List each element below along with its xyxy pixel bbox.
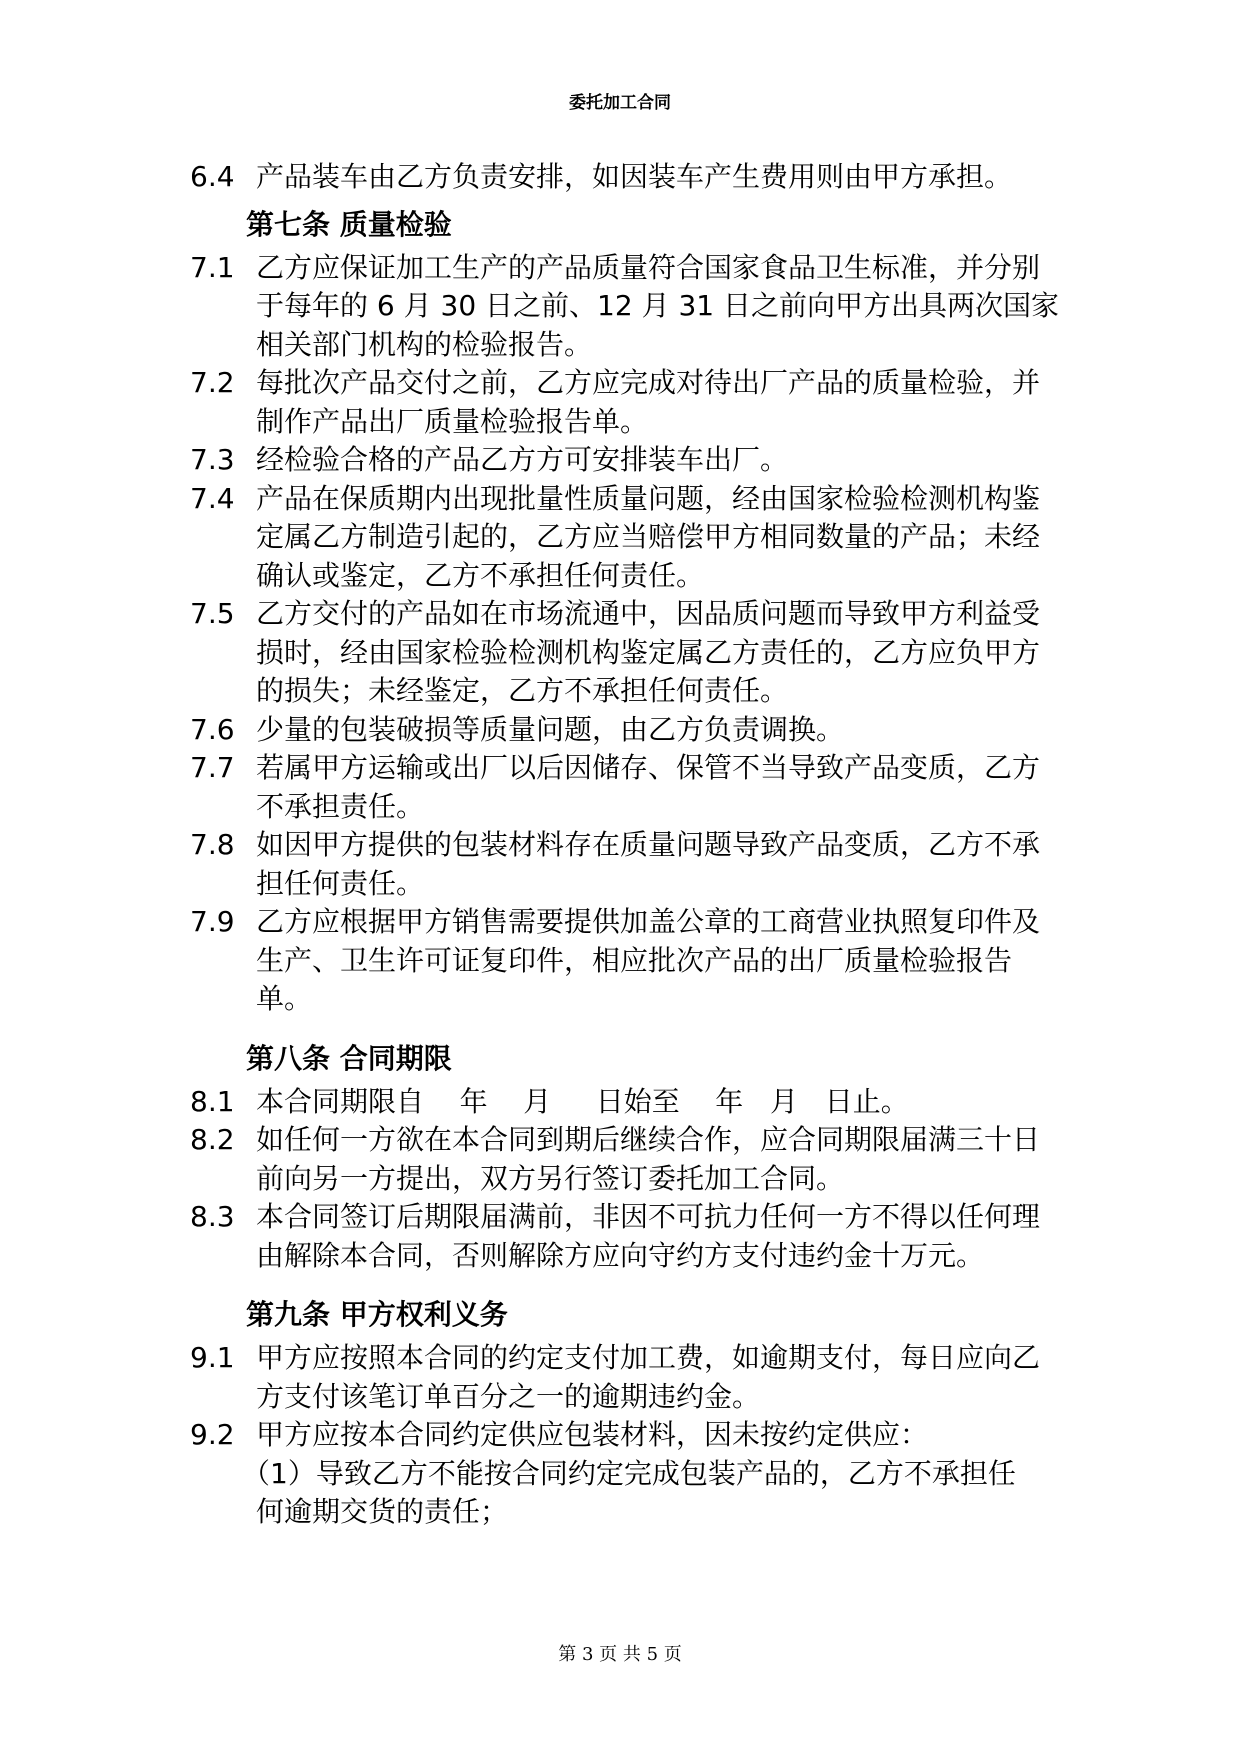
- clause-8-2: [190, 1121, 1060, 1198]
- clause-number: 7.7: [190, 751, 235, 784]
- clause-text: 甲方应按照本合同的约定支付加工费，如逾期支付，每日应向乙方支付该笔订单百分之一的逾期违约金。: [256, 1341, 1041, 1413]
- clause-text: 乙方应根据甲方销售需要提供加盖公章的工商营业执照复印件及生产、卫生许可证复印件，相应批次产品的出厂质量检验报告单。: [256, 905, 1041, 1015]
- section-heading-7: 第七条 质量检验: [246, 207, 452, 241]
- clause-9-2: [190, 1416, 1060, 1455]
- clause-text: 甲方应按本合同约定供应包装材料，因未按约定供应：: [256, 1418, 929, 1451]
- clause-number: 8.2: [190, 1123, 235, 1156]
- clause-7-6: [190, 711, 1060, 750]
- clause-9-1: [190, 1339, 1060, 1416]
- page-number: 第 3 页 共 5 页: [558, 1644, 682, 1665]
- clause-text: 乙方应保证加工生产的产品质量符合国家食品卫生标准，并分别于每年的 6 月 30 日之前、12 月 31 日之前向甲方出具两次国家相关部门机构的检验报告。: [256, 250, 1060, 361]
- clause-7-7: [190, 749, 1060, 826]
- clause-7-8: [190, 826, 1060, 903]
- clause-text: 经检验合格的产品乙方方可安排装车出厂。: [256, 443, 789, 476]
- clause-text: 乙方交付的产品如在市场流通中，因品质问题而导致甲方利益受损时，经由国家检验检测机构鉴定属乙方责任的，乙方应负甲方的损失；未经鉴定，乙方不承担任何责任。: [256, 597, 1041, 707]
- clause-number: 7.9: [190, 905, 235, 938]
- clause-text: 本合同期限自 年 月 日始至 年 月 日止。: [256, 1084, 909, 1118]
- section-spacer: [190, 1275, 1060, 1287]
- clause-number: 8.1: [190, 1084, 235, 1118]
- clause-number: 7.8: [190, 828, 235, 861]
- clause-7-4: [190, 480, 1060, 596]
- clause-number: 9.1: [190, 1341, 235, 1374]
- clause-number: 7.2: [190, 366, 235, 399]
- clause-text: 如任何一方欲在本合同到期后继续合作，应合同期限届满三十日前向另一方提出，双方另行签订委托加工合同。: [256, 1123, 1041, 1195]
- clause-number: 7.3: [190, 443, 235, 476]
- section-heading-9: 第九条 甲方权利义务: [246, 1298, 508, 1331]
- clause-number: 8.3: [190, 1200, 235, 1233]
- clause-text: 少量的包装破损等质量问题，由乙方负责调换。: [256, 712, 845, 746]
- sub-clause-9-2-1: [190, 1455, 1060, 1532]
- document-header: 委托加工合同: [569, 93, 671, 113]
- clause-text: 产品装车由乙方负责安排，如因装车产生费用则由甲方承担。: [256, 160, 1013, 193]
- clause-text: 每批次产品交付之前，乙方应完成对待出厂产品的质量检验，并制作产品出厂质量检验报告单。: [256, 366, 1041, 438]
- clause-number: 7.1: [190, 250, 235, 284]
- clause-7-3: [190, 441, 1060, 480]
- sub-clause-continuation: 何逾期交货的责任；: [256, 1495, 509, 1528]
- clause-7-1: [190, 249, 1060, 365]
- clause-text: 若属甲方运输或出厂以后因储存、保管不当导致产品变质，乙方不承担责任。: [256, 751, 1041, 823]
- clause-number: 7.5: [190, 597, 235, 630]
- clause-8-1: [190, 1083, 1060, 1122]
- clause-8-3: [190, 1198, 1060, 1275]
- clause-text: 产品在保质期内出现批量性质量问题，经由国家检验检测机构鉴定属乙方制造引起的，乙方应当赔偿甲方相同数量的产品；未经确认或鉴定，乙方不承担任何责任。: [256, 481, 1041, 592]
- clause-7-5: [190, 595, 1060, 711]
- clause-text: 本合同签订后期限届满前，非因不可抗力任何一方不得以任何理由解除本合同，否则解除方应向守约方支付违约金十万元。: [256, 1200, 1041, 1272]
- clause-6-4: [190, 158, 1060, 197]
- clause-7-2: [190, 364, 1060, 441]
- section-heading-8: 第八条 合同期限: [246, 1041, 452, 1075]
- clause-number: 6.4: [190, 160, 235, 193]
- clause-7-9: [190, 903, 1060, 1019]
- clause-number: 7.4: [190, 481, 235, 515]
- document-body: [190, 158, 1060, 1532]
- clause-number: 7.6: [190, 712, 235, 746]
- clause-text: 如因甲方提供的包装材料存在质量问题导致产品变质，乙方不承担任何责任。: [256, 828, 1041, 900]
- clause-number: 9.2: [190, 1418, 235, 1451]
- section-spacer: [190, 1019, 1060, 1031]
- sub-clause-text: （1）导致乙方不能按合同约定完成包装产品的，乙方不承担任: [242, 1456, 1016, 1490]
